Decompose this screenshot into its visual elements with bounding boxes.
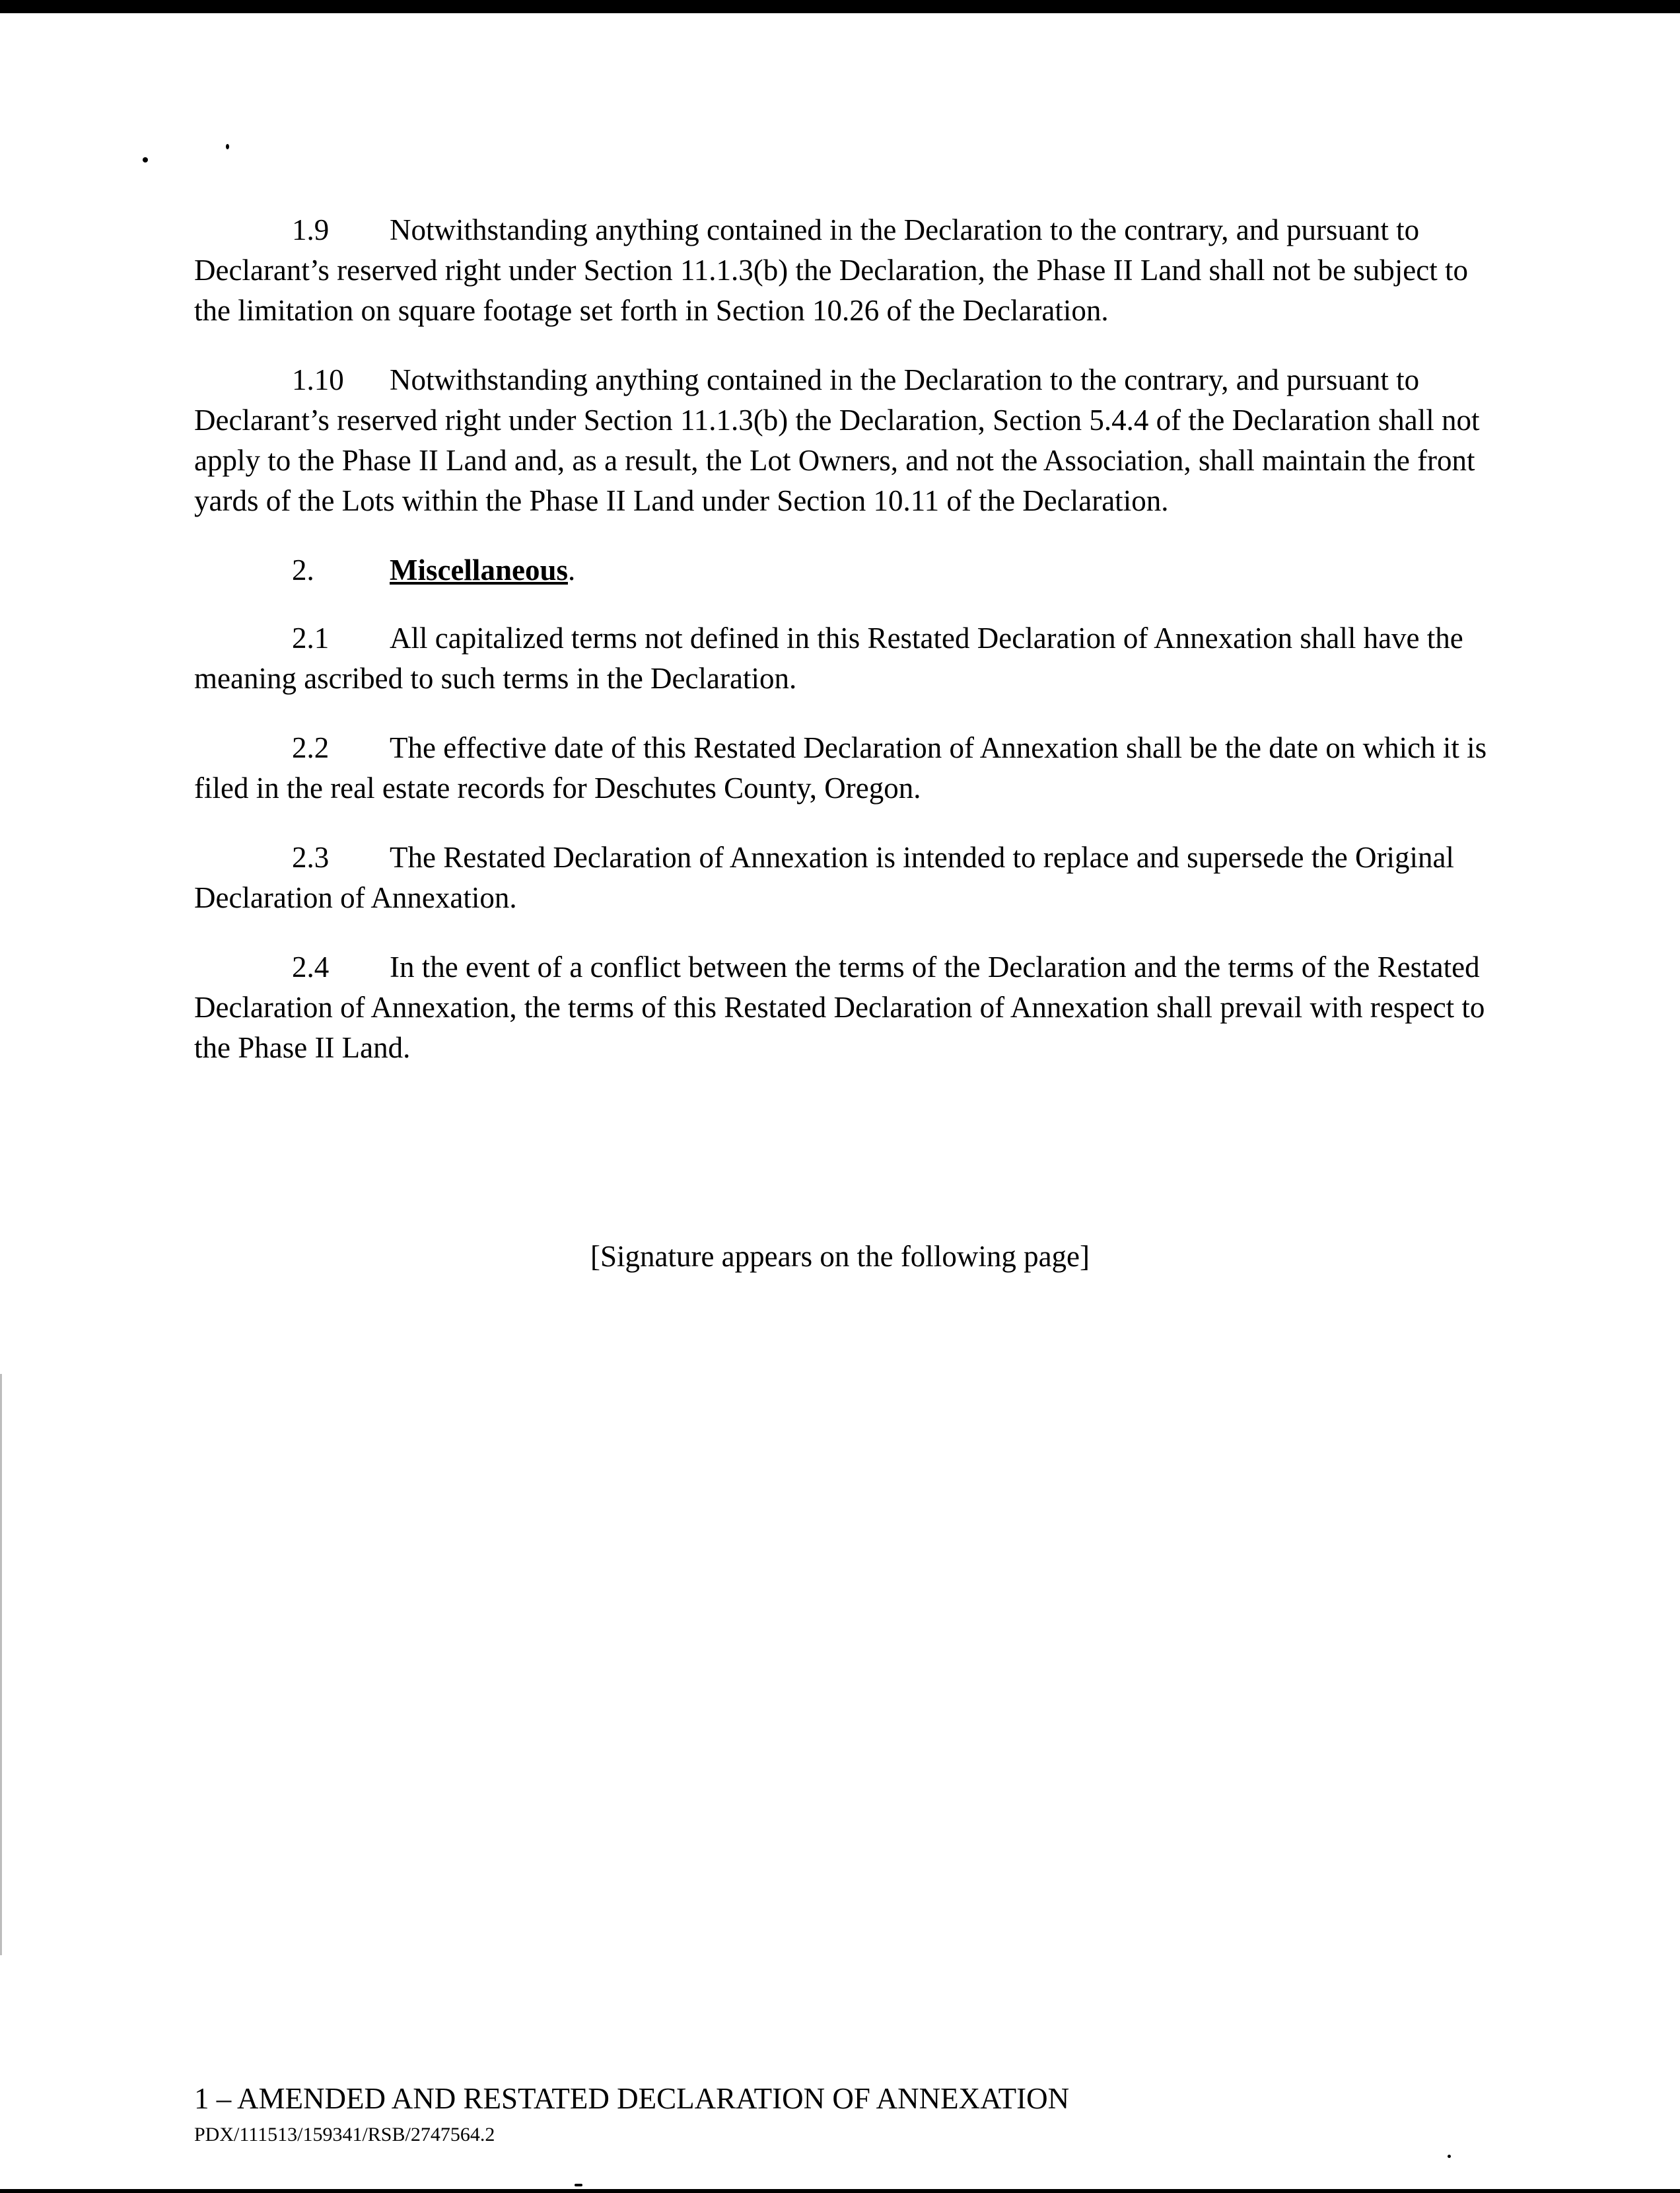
scan-speck <box>1448 2155 1451 2158</box>
document-body <box>194 210 1488 1097</box>
signature-note: [Signature appears on the following page] <box>590 1240 1090 1273</box>
paragraph-number: 2.2 <box>292 731 330 764</box>
paragraph-1-9 <box>194 210 1488 331</box>
paragraph-text: Notwithstanding anything contained in the Declaration to the contrary, and pursuant to Declarant’s reserved right under Section 11.1.3(b) the Declaration, Section 5.4.4 of the Declaration shall not apply to the Phase II Land and, as a result, the Lot Owners, and not the Association, shall maintain the front yards of the Lots within the Phase II Land under Section 10.11 of the Declaration. <box>194 363 1480 517</box>
scan-speck <box>143 157 148 162</box>
scan-speck <box>575 2184 582 2186</box>
paragraph-number: 2.3 <box>292 841 330 874</box>
paragraph-text: All capitalized terms not defined in this Restated Declaration of Annexation shall have the meaning ascribed to such terms in the Declaration. <box>194 622 1463 695</box>
footer-document-code: PDX/111513/159341/RSB/2747564.2 <box>194 2124 495 2145</box>
section-number: 2. <box>292 554 314 587</box>
paragraph-text: The effective date of this Restated Declaration of Annexation shall be the date on which it is filed in the real estate records for Deschutes County, Oregon. <box>194 731 1487 805</box>
paragraph-2-4 <box>194 947 1488 1068</box>
paragraph-number: 2.4 <box>292 951 330 984</box>
paragraph-text: Notwithstanding anything contained in the Declaration to the contrary, and pursuant to Declarant’s reserved right under Section 11.1.3(b) the Declaration, the Phase II Land shall not be subject to the limitation on square footage set forth in Section 10.26 of the Declaration. <box>194 213 1468 327</box>
section-title: Miscellaneous <box>390 554 568 587</box>
paragraph-text: In the event of a conflict between the terms of the Declaration and the terms of the Restated Declaration of Annexation, the terms of this Restated Declaration of Annexation shall prevail with respect to the Phase II Land. <box>194 951 1485 1064</box>
scan-left-edge-mark <box>0 1374 2 1955</box>
paragraph-number: 1.9 <box>292 213 330 246</box>
paragraph-2-1 <box>194 618 1488 699</box>
paragraph-text: The Restated Declaration of Annexation is intended to replace and supersede the Original Declaration of Annexation. <box>194 841 1454 914</box>
paragraph-number: 2.1 <box>292 622 330 655</box>
paragraph-2-2 <box>194 728 1488 809</box>
section-heading-miscellaneous <box>194 550 1488 591</box>
footer-title: 1 – AMENDED AND RESTATED DECLARATION OF ANNEXATION <box>194 2082 1070 2115</box>
paragraph-number: 1.10 <box>292 363 344 396</box>
section-title-suffix: . <box>567 554 576 587</box>
scan-speck <box>226 144 229 149</box>
paragraph-1-10 <box>194 360 1488 521</box>
scan-top-border <box>0 0 1680 13</box>
paragraph-2-3 <box>194 838 1488 918</box>
scan-bottom-border <box>0 2189 1680 2193</box>
